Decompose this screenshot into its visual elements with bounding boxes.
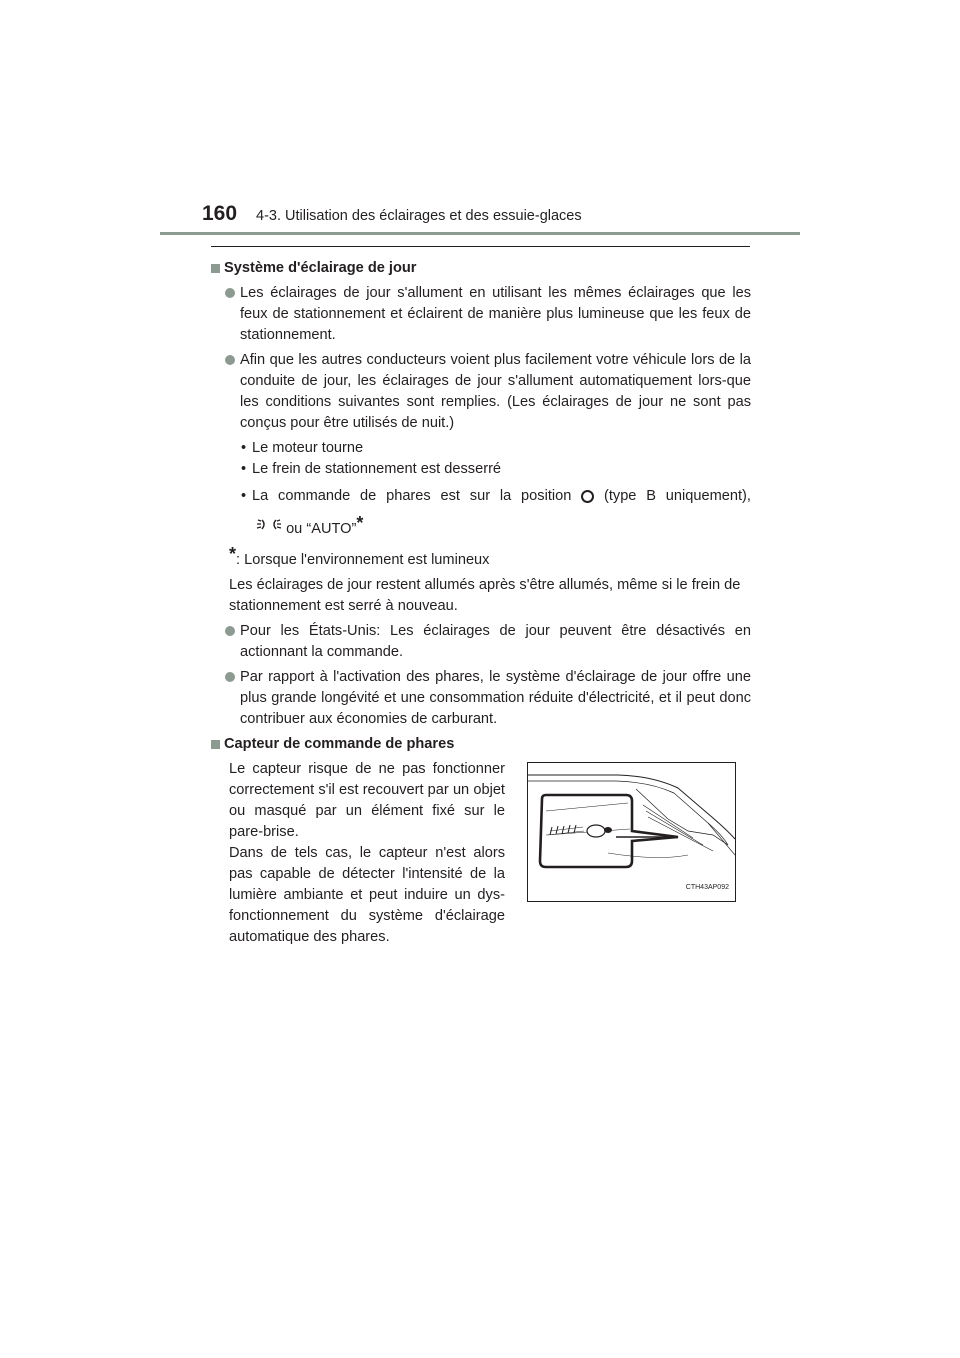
sensor-text-2: Dans de tels cas, le capteur n'est alors pas capable de détecter l'intensité de la lumière ambiante et peut induire un dys-fonctionnement du système d'éclairage automatique des phares. xyxy=(229,845,505,945)
circle-bullet-icon xyxy=(225,626,235,636)
section-title: 4-3. Utilisation des éclairages et des essuie-glaces xyxy=(256,208,582,224)
circle-bullet-icon xyxy=(225,355,235,365)
condition-headlight-switch: • La commande de phares est sur la position (type B uniquement), xyxy=(241,488,751,504)
sensor-heading: Capteur de commande de phares xyxy=(211,734,751,755)
drl-heading: Système d'éclairage de jour xyxy=(211,258,751,279)
circle-bullet-icon xyxy=(225,672,235,682)
drl-paragraph: Les éclairages de jour restent allumés après s'être allumés, même si le frein de stationnement est serré à nouveau. xyxy=(229,577,741,614)
sensor-text-1: Le capteur risque de ne pas fonctionner correctement s'il est recouvert par un objet ou masqué par un élément fixé sur le pare-brise. xyxy=(229,761,505,840)
page-number: 160 xyxy=(202,202,238,225)
condition-parking-brake: • Le frein de stationnement est desserré xyxy=(241,461,502,477)
condition-engine: • Le moteur tourne xyxy=(241,440,364,456)
circle-bullet-icon xyxy=(225,288,235,298)
drl-bullet-3: Pour les États-Unis: Les éclairages de jour peuvent être désactivés en actionnant la commande. xyxy=(211,621,751,663)
parking-light-icon xyxy=(256,519,282,540)
sensor-section xyxy=(211,759,751,959)
condition-auto: ou “AUTO”* xyxy=(211,513,751,540)
sensor-description xyxy=(229,759,505,948)
square-bullet-icon xyxy=(211,264,220,273)
drl-bullet-2: Afin que les autres conducteurs voient plus facilement votre véhicule lors de la conduite de jour, les éclairages de jour s'allument automatiquement lors-que les conditions suivantes sont remplies. (Les éclairages de jour ne sont pas conçus pour être utilisés de nuit.) xyxy=(211,350,751,434)
headlight-position-icon xyxy=(581,490,594,503)
footnote: *: Lorsque l'environnement est lumineux xyxy=(229,544,490,568)
page-content xyxy=(211,258,751,959)
content-rule xyxy=(211,246,750,247)
square-bullet-icon xyxy=(211,740,220,749)
page-header xyxy=(0,0,960,240)
drl-bullet-4: Par rapport à l'activation des phares, le système d'éclairage de jour offre une plus grande longévité et une consommation réduite d'électricité, et il peut donc contribuer aux économies de carburant. xyxy=(211,667,751,730)
sensor-illustration xyxy=(527,762,736,902)
header-rule xyxy=(160,232,800,235)
drl-bullet-1: Les éclairages de jour s'allument en utilisant les mêmes éclairages que les feux de stationnement et éclairent de manière plus lumineuse que les feux de stationnement. xyxy=(211,283,751,346)
figure-code: CTH43AP092 xyxy=(685,884,729,891)
